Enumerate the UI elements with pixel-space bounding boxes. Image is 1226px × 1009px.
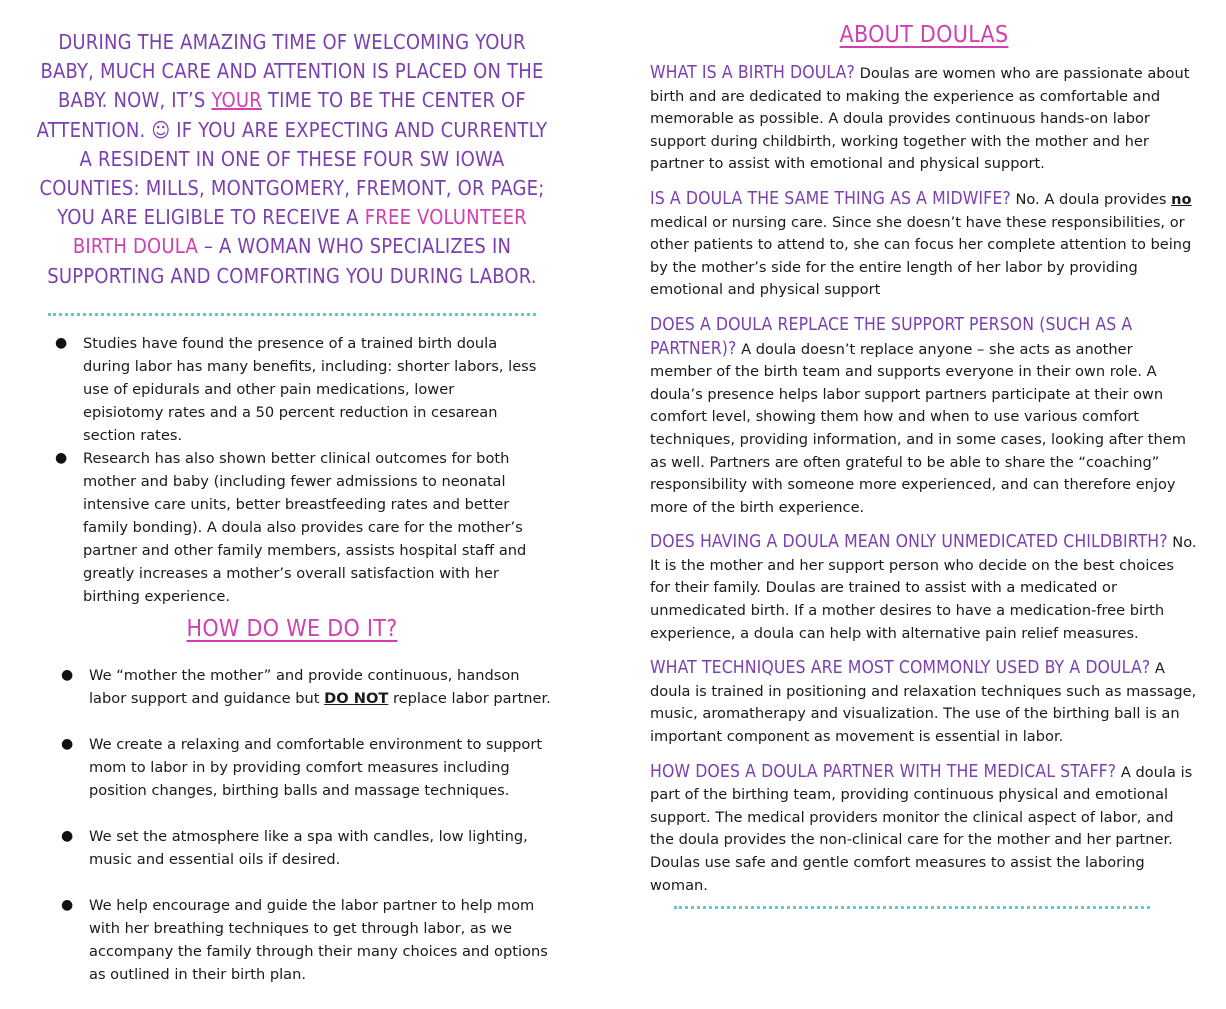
dotted-divider [674, 906, 1150, 909]
no-emphasis: no [1171, 190, 1192, 208]
do-not-emphasis: DO NOT [324, 689, 389, 707]
intro-your-emphasis: YOUR [211, 88, 262, 113]
right-column [650, 0, 1198, 950]
faq-item [650, 62, 1198, 176]
intro-free-doula: FREE VOLUNTEER BIRTH DOULA [72, 205, 527, 259]
bullet-icon: ● [61, 827, 74, 844]
faq-answer: A doula is part of the birthing team, providing continuous physical and emotional support. The medical providers monitor the clinical aspect of labor, and the doula provides the non-clinical care for the mother and her partner. Doulas use safe and gentle comfort measures to assist the laboring woman. [650, 763, 1193, 894]
faq-question: WHAT TECHNIQUES ARE MOST COMMONLY USED BY A DOULA? [650, 658, 1151, 679]
about-heading: ABOUT DOULAS [839, 22, 1009, 48]
faq-answer-cont: medical or nursing care. Since she doesn’t have these responsibilities, or other patients to attend to, she can focus her complete attention to being by the mother’s side for the entire length of her labor by providing emotional and physical support [650, 213, 1192, 299]
list-item: ● We create a relaxing and comfortable environment to support mom to labor in by providing comfort measures including position changes, birthing balls and massage techniques. [89, 733, 551, 802]
bullet-icon: ● [61, 735, 74, 752]
faq-item [650, 188, 1198, 302]
intro-text-3: – A WOMAN WHO SPECIALIZES IN SUPPORTING AND COMFORTING YOU DURING LABOR. [47, 234, 537, 288]
faq-item [650, 761, 1198, 898]
list-item: ● Studies have found the presence of a trained birth doula during labor has many benefits, including: shorter labors, less use of epidurals and other pain medications, lower episiotomy rates and a 50 percent reduction in cesarean section rates. [83, 332, 538, 447]
dotted-divider [48, 313, 536, 316]
list-item: ● Research has also shown better clinical outcomes for both mother and baby (including fewer admissions to neonatal intensive care units, better breastfeeding rates and better family bonding). A doula also provides care for the mother’s partner and other family members, assists hospital staff and greatly increases a mother’s overall satisfaction with her birthing experience. [83, 447, 538, 608]
list-item: ● We help encourage and guide the labor partner to help mom with her breathing techniques to get through labor, as we accompany the family through their many choices and options as outlined in their birth plan. [89, 894, 551, 986]
intro-text-2: TIME TO BE THE CENTER OF ATTENTION. ☺ IF YOU ARE EXPECTING AND CURRENTLY A RESIDENT IN ONE OF THESE FOUR SW IOWA COUNTIES: MILLS, MONTGOMERY, FREMONT, OR PAGE; YOU ARE ELIGIBLE TO RECEIVE A [36, 88, 548, 230]
list-item: ● We set the atmosphere like a spa with candles, low lighting, music and essential oils if desired. [89, 825, 551, 871]
bullet-icon: ● [55, 449, 68, 466]
bullet-icon: ● [61, 896, 74, 913]
left-column [36, 0, 551, 1009]
studies-list [55, 332, 538, 608]
faq-answer: Doulas are women who are passionate about birth and are dedicated to making the experience as comfortable and memorable as possible. A doula provides continuous hands-on labor support during childbirth, working together with the mother and her partner to assist with emotional and physical support. [650, 65, 1190, 173]
faq-answer: A doula doesn’t replace anyone – she acts as another member of the birth team and supports everyone in their own role. A doula’s presence helps labor support partners participate at their own comfort level, showing them how and when to use various comfort techniques, providing information, and in some cases, looking after them as well. Partners are often grateful to be able to share the “coaching” responsibility with someone more experienced, and can therefore enjoy more of the birth experience. [650, 340, 1186, 516]
intro-paragraph [36, 28, 548, 291]
faq-answer: A doula is trained in positioning and relaxation techniques such as massage, music, aromatherapy and visualization. The use of the birthing ball is an important component as movement is essential in labor. [650, 660, 1197, 746]
faq-list [650, 62, 1198, 897]
faq-question: IS A DOULA THE SAME THING AS A MIDWIFE? [650, 188, 1011, 209]
faq-item [650, 314, 1198, 519]
list-item: ● We “mother the mother” and provide continuous, handson labor support and guidance but DO NOT replace labor partner. [89, 664, 551, 710]
bullet-icon: ● [55, 334, 68, 351]
bullet-icon: ● [61, 666, 74, 683]
faq-question: DOES HAVING A DOULA MEAN ONLY UNMEDICATED CHILDBIRTH? [650, 532, 1168, 553]
faq-answer: No. A doula provides [1015, 190, 1167, 208]
faq-item [650, 657, 1198, 748]
faq-question: WHAT IS A BIRTH DOULA? [650, 63, 855, 83]
how-list [61, 664, 551, 986]
faq-item [650, 531, 1198, 645]
faq-question: DOES A DOULA REPLACE THE SUPPORT PERSON (SUCH AS A PARTNER)? [650, 314, 1133, 359]
faq-answer: No. It is the mother and her support person who decide on the best choices for their family. Doulas are trained to assist with a medicated or unmedicated birth. If a mother desires to have a medication-free birth experience, a doula can help with alternative pain relief measures. [650, 534, 1197, 642]
faq-question: HOW DOES A DOULA PARTNER WITH THE MEDICAL STAFF? [650, 761, 1117, 782]
intro-text-1: DURING THE AMAZING TIME OF WELCOMING YOUR BABY, MUCH CARE AND ATTENTION IS PLACED ON THE BABY. NOW, IT’S [40, 30, 544, 113]
how-heading: HOW DO WE DO IT? [186, 615, 398, 642]
